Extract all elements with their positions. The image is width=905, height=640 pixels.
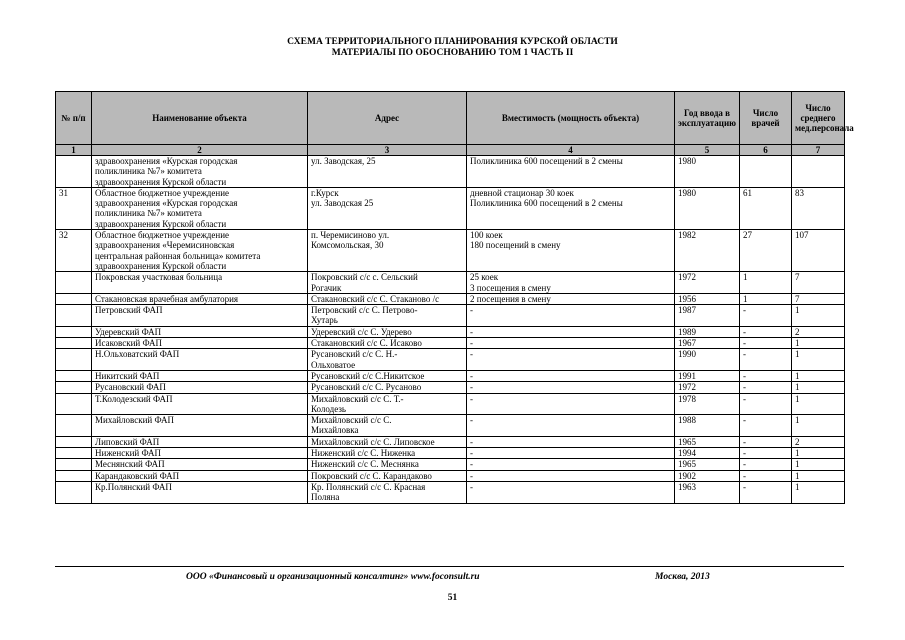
row-number — [56, 393, 92, 415]
commission-year: 1965 — [675, 436, 740, 447]
object-name-line: Русановский ФАП — [95, 382, 166, 393]
commission-year: 1967 — [675, 338, 740, 349]
object-name-line: Исаковский ФАП — [95, 338, 163, 349]
row-number — [56, 448, 92, 459]
nurses-count: 1 — [792, 481, 845, 503]
object-capacity — [467, 326, 675, 337]
row-number — [56, 382, 92, 393]
table-row — [56, 415, 845, 437]
object-address-line: ул. Заводская 25 — [311, 198, 374, 209]
object-name — [92, 448, 308, 459]
object-capacity — [467, 338, 675, 349]
row-number — [56, 326, 92, 337]
object-address-line: Ольховатое — [311, 359, 356, 370]
header-subtitle: МАТЕРИАЛЫ ПО ОБОСНОВАНИЮ ТОМ 1 ЧАСТЬ II — [331, 48, 574, 58]
table-row — [56, 382, 845, 393]
doctors-count: - — [740, 382, 792, 393]
object-name — [92, 326, 308, 337]
object-capacity-line: - — [470, 415, 473, 426]
row-number — [56, 436, 92, 447]
nurses-count: 1 — [792, 448, 845, 459]
object-address-line: Русановский с/с С. Русаново — [311, 382, 422, 393]
row-number — [56, 370, 92, 381]
doctors-count: 27 — [740, 230, 792, 272]
object-capacity-line: 3 посещения в смену — [470, 282, 551, 293]
commission-year: 1980 — [675, 187, 740, 229]
object-address — [308, 349, 467, 371]
table-row — [56, 338, 845, 349]
commission-year: 1978 — [675, 393, 740, 415]
object-address-line: Колодезь — [311, 403, 347, 414]
object-capacity-line: - — [470, 436, 473, 447]
object-address-line: Стакановский с/с С. Исаково — [311, 338, 422, 349]
object-name-line: Петровский ФАП — [95, 305, 163, 316]
object-name-line: Стакановская врачебная амбулатория — [95, 293, 239, 304]
nurses-count: 1 — [792, 459, 845, 470]
object-name-line: Областное бюджетное учреждение — [95, 187, 230, 198]
doctors-count: 1 — [740, 293, 792, 304]
table-row — [56, 370, 845, 381]
table-row — [56, 156, 845, 188]
commission-year: 1902 — [675, 470, 740, 481]
object-name-line: Никитский ФАП — [95, 370, 160, 381]
doctors-count: - — [740, 415, 792, 437]
object-name — [92, 272, 308, 294]
col-number: 1 — [56, 145, 92, 156]
object-capacity-line: - — [470, 326, 473, 337]
object-name-line: поликлиника №7» комитета — [95, 166, 202, 177]
object-capacity-line: - — [470, 382, 473, 393]
object-address — [308, 187, 467, 229]
table-row — [56, 448, 845, 459]
commission-year: 1963 — [675, 481, 740, 503]
doctors-count: - — [740, 349, 792, 371]
object-capacity-line: - — [470, 349, 473, 360]
object-name-line: центральная районная больница» комитета — [95, 250, 261, 261]
table-row — [56, 187, 845, 229]
object-capacity — [467, 272, 675, 294]
row-number — [56, 156, 92, 188]
object-name — [92, 415, 308, 437]
object-name — [92, 349, 308, 371]
commission-year: 1988 — [675, 415, 740, 437]
table-row — [56, 305, 845, 327]
footer-city: Москва, 2013 — [655, 572, 710, 582]
object-name-line: Меснянский ФАП — [95, 459, 165, 470]
table-row — [56, 481, 845, 503]
object-name — [92, 481, 308, 503]
object-name-line: Областное бюджетное учреждение — [95, 230, 230, 241]
table-row — [56, 230, 845, 272]
col-header-nurses: Число среднего мед.персонала — [792, 92, 845, 145]
col-header-address: Адрес — [308, 92, 467, 145]
table-row — [56, 293, 845, 304]
object-address-line: Удеревский с/с С. Удерево — [311, 326, 412, 337]
table-row — [56, 459, 845, 470]
col-number: 2 — [92, 145, 308, 156]
object-address — [308, 415, 467, 437]
object-name-line: Липовский ФАП — [95, 436, 160, 447]
object-capacity — [467, 305, 675, 327]
object-capacity-line: - — [470, 370, 473, 381]
object-capacity-line: 180 посещений в смену — [470, 240, 561, 251]
commission-year: 1980 — [675, 156, 740, 188]
nurses-count: 1 — [792, 415, 845, 437]
object-address-line: Ниженский с/с С. Ниженка — [311, 448, 416, 459]
col-number: 5 — [675, 145, 740, 156]
table-row — [56, 326, 845, 337]
row-number: 32 — [56, 230, 92, 272]
object-capacity-line: - — [470, 393, 473, 404]
object-capacity-line: 2 посещения в смену — [470, 293, 551, 304]
object-name — [92, 382, 308, 393]
column-number-row — [56, 145, 845, 156]
doctors-count: 61 — [740, 187, 792, 229]
object-address-line: Покровский с/с С. Карандаково — [311, 470, 432, 481]
object-name — [92, 470, 308, 481]
doctors-count: - — [740, 448, 792, 459]
object-capacity-line: Поликлиника 600 посещений в 2 смены — [470, 156, 623, 166]
table-row — [56, 393, 845, 415]
object-capacity-line: - — [470, 448, 473, 459]
col-header-name: Наименование объекта — [92, 92, 308, 145]
col-header-capacity: Вместимость (мощность объекта) — [467, 92, 675, 145]
object-capacity-line: - — [470, 470, 473, 481]
object-address — [308, 156, 467, 188]
object-name — [92, 393, 308, 415]
object-capacity-line: - — [470, 459, 473, 470]
object-capacity-line: 25 коек — [470, 272, 499, 283]
object-capacity — [467, 370, 675, 381]
doctors-count: - — [740, 305, 792, 327]
nurses-count: 1 — [792, 370, 845, 381]
row-number — [56, 293, 92, 304]
object-capacity — [467, 415, 675, 437]
object-name — [92, 230, 308, 272]
object-name — [92, 370, 308, 381]
object-address-line: Рогачик — [311, 282, 342, 293]
object-capacity — [467, 470, 675, 481]
row-number — [56, 459, 92, 470]
doctors-count: - — [740, 459, 792, 470]
object-address — [308, 393, 467, 415]
nurses-count: 7 — [792, 272, 845, 294]
object-name-line: здравоохранения Курской области — [95, 176, 227, 187]
object-name — [92, 459, 308, 470]
object-name-line: Т.Колодезский ФАП — [95, 393, 173, 404]
commission-year: 1991 — [675, 370, 740, 381]
nurses-count: 2 — [792, 326, 845, 337]
object-name — [92, 305, 308, 327]
doctors-count — [740, 156, 792, 188]
object-address — [308, 470, 467, 481]
row-number — [56, 415, 92, 437]
object-name-line: Кр.Полянский ФАП — [95, 481, 172, 492]
table-row — [56, 436, 845, 447]
commission-year: 1972 — [675, 272, 740, 294]
commission-year: 1965 — [675, 459, 740, 470]
object-address-line: Поляна — [311, 492, 340, 503]
object-address — [308, 436, 467, 447]
col-number: 7 — [792, 145, 845, 156]
col-number: 3 — [308, 145, 467, 156]
doctors-count: - — [740, 370, 792, 381]
object-address — [308, 338, 467, 349]
object-address-line: г.Курск — [311, 187, 339, 198]
row-number — [56, 481, 92, 503]
object-capacity — [467, 448, 675, 459]
object-capacity — [467, 436, 675, 447]
doctors-count: - — [740, 393, 792, 415]
nurses-count: 107 — [792, 230, 845, 272]
object-capacity-line: Поликлиника 600 посещений в 2 смены — [470, 198, 623, 209]
table-row — [56, 272, 845, 294]
object-address-line: Петровский с/с С. Петрово- — [311, 305, 418, 316]
object-name-line: Удеревский ФАП — [95, 326, 162, 337]
object-name — [92, 293, 308, 304]
object-address-line: Русановский с/с С. Н.- — [311, 349, 398, 360]
row-number — [56, 338, 92, 349]
object-address-line: п. Черемисиново ул. — [311, 230, 390, 241]
commission-year: 1972 — [675, 382, 740, 393]
object-address-line: Кр. Полянский с/с С. Красная — [311, 481, 426, 492]
object-name-line: здравоохранения «Курская городская — [95, 198, 238, 209]
object-name-line: здравоохранения Курской области — [95, 218, 227, 229]
object-address-line: Русановский с/с С.Никитское — [311, 370, 425, 381]
commission-year: 1989 — [675, 326, 740, 337]
object-capacity — [467, 349, 675, 371]
row-number: 31 — [56, 187, 92, 229]
table-row — [56, 470, 845, 481]
page-number: 51 — [447, 593, 458, 603]
object-capacity — [467, 156, 675, 188]
nurses-count — [792, 156, 845, 188]
object-name-line: Карандаковский ФАП — [95, 470, 180, 481]
table-body — [56, 156, 845, 504]
header-title: СХЕМА ТЕРРИТОРИАЛЬНОГО ПЛАНИРОВАНИЯ КУРСКОЙ ОБЛАСТИ — [287, 37, 618, 47]
object-capacity-line: дневной стационар 30 коек — [470, 187, 574, 198]
col-header-year: Год ввода в эксплуатацию — [675, 92, 740, 145]
object-address-line: ул. Заводская, 25 — [311, 156, 376, 166]
object-name — [92, 187, 308, 229]
table-header-row — [56, 92, 845, 145]
nurses-count: 1 — [792, 382, 845, 393]
object-name — [92, 436, 308, 447]
doctors-count: - — [740, 481, 792, 503]
nurses-count: 1 — [792, 338, 845, 349]
object-address — [308, 459, 467, 470]
object-address — [308, 230, 467, 272]
nurses-count: 1 — [792, 470, 845, 481]
object-address-line: Стакановский с/с С. Стаканово /с — [311, 293, 440, 304]
document-header — [0, 37, 905, 59]
doctors-count: - — [740, 326, 792, 337]
facilities-table — [55, 91, 854, 504]
object-capacity-line: - — [470, 305, 473, 316]
object-capacity — [467, 459, 675, 470]
object-address — [308, 481, 467, 503]
doctors-count: - — [740, 470, 792, 481]
commission-year: 1987 — [675, 305, 740, 327]
object-capacity-line: - — [470, 338, 473, 349]
nurses-count: 1 — [792, 305, 845, 327]
object-name-line: Н.Ольховатский ФАП — [95, 349, 180, 360]
object-address — [308, 370, 467, 381]
object-capacity — [467, 230, 675, 272]
nurses-count: 1 — [792, 349, 845, 371]
object-address — [308, 448, 467, 459]
object-address-line: Покровский с/с с. Сельский — [311, 272, 418, 283]
col-header-num: № п/п — [56, 92, 92, 145]
object-name-line: здравоохранения «Курская городская — [95, 156, 238, 166]
row-number — [56, 470, 92, 481]
object-capacity — [467, 481, 675, 503]
doctors-count: 1 — [740, 272, 792, 294]
object-address-line: Хутарь — [311, 315, 338, 326]
object-address — [308, 382, 467, 393]
row-number — [56, 305, 92, 327]
object-address-line: Комсомольская, 30 — [311, 240, 384, 251]
doctors-count: - — [740, 338, 792, 349]
commission-year: 1990 — [675, 349, 740, 371]
footer-company: ООО «Финансовый и организационный консалтинг» www.foconsult.ru — [186, 572, 480, 582]
object-address — [308, 326, 467, 337]
object-capacity — [467, 187, 675, 229]
row-number — [56, 349, 92, 371]
object-address-line: Михайловский с/с С. Липовское — [311, 436, 435, 447]
commission-year: 1994 — [675, 448, 740, 459]
object-address — [308, 272, 467, 294]
commission-year: 1982 — [675, 230, 740, 272]
col-number: 4 — [467, 145, 675, 156]
col-header-doctors: Число врачей — [740, 92, 792, 145]
footer-rule — [55, 566, 844, 567]
col-number: 6 — [740, 145, 792, 156]
table-row — [56, 349, 845, 371]
nurses-count: 1 — [792, 393, 845, 415]
object-address-line: Ниженский с/с С. Меснянка — [311, 459, 419, 470]
object-capacity — [467, 382, 675, 393]
object-name-line: Ниженский ФАП — [95, 448, 162, 459]
object-capacity — [467, 293, 675, 304]
doctors-count: - — [740, 436, 792, 447]
object-capacity — [467, 393, 675, 415]
object-address — [308, 293, 467, 304]
commission-year: 1956 — [675, 293, 740, 304]
object-address-line: Михайловка — [311, 425, 359, 436]
nurses-count: 2 — [792, 436, 845, 447]
object-name-line: поликлиника №7» комитета — [95, 208, 202, 219]
object-capacity-line: 100 коек — [470, 230, 503, 241]
object-name-line: Покровская участковая больница — [95, 272, 223, 283]
object-address-line: Михайловский с/с С. — [311, 415, 392, 426]
row-number — [56, 272, 92, 294]
object-name-line: здравоохранения «Черемисиновская — [95, 240, 235, 251]
object-name — [92, 338, 308, 349]
object-address-line: Михайловский с/с С. Т.- — [311, 393, 404, 404]
object-name — [92, 156, 308, 188]
object-address — [308, 305, 467, 327]
nurses-count: 83 — [792, 187, 845, 229]
object-name-line: Михайловский ФАП — [95, 415, 174, 426]
object-name-line: здравоохранения Курской области — [95, 260, 227, 271]
object-capacity-line: - — [470, 481, 473, 492]
nurses-count: 7 — [792, 293, 845, 304]
